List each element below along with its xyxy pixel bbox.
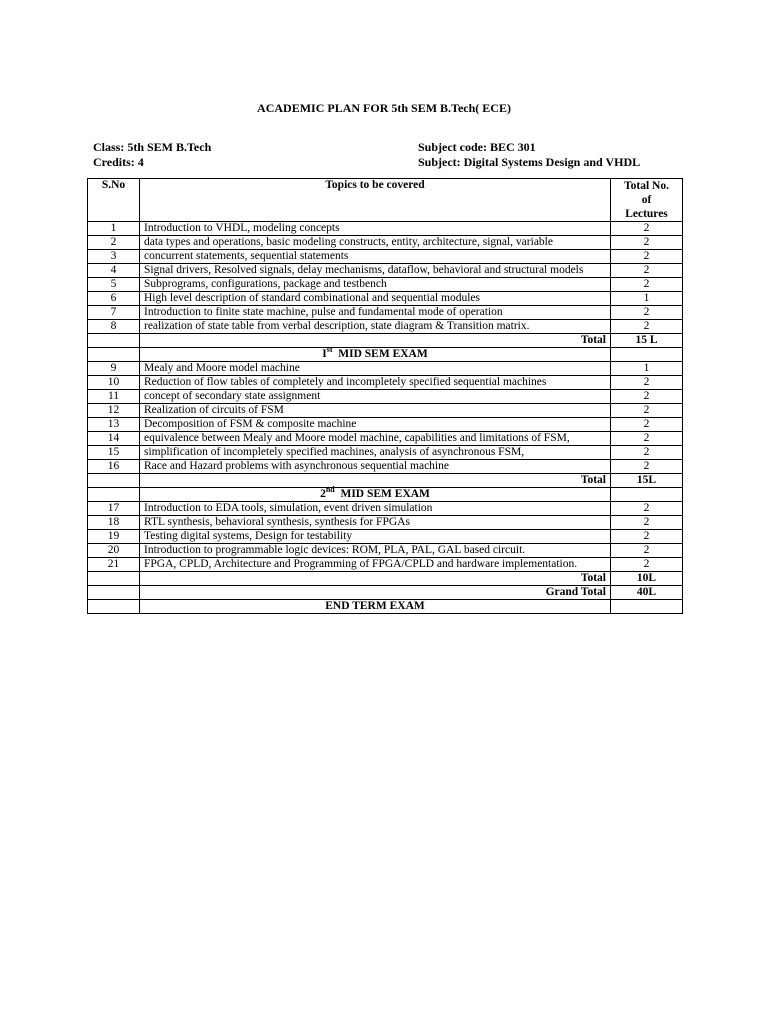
table-row: [88, 278, 683, 292]
empty-cell: [88, 586, 140, 600]
row-lectures: 2: [611, 530, 683, 544]
empty-cell: [88, 600, 140, 614]
row-topic: FPGA, CPLD, Architecture and Programming of FPGA/CPLD and hardware implementation.: [140, 558, 611, 572]
empty-cell: [611, 600, 683, 614]
row-lectures: 2: [611, 558, 683, 572]
row-lectures: 2: [611, 320, 683, 334]
table-header-row: [88, 179, 683, 222]
row-lectures: 2: [611, 376, 683, 390]
table-row: [88, 544, 683, 558]
table-body: [88, 222, 683, 614]
mid-sem-exam-1: [88, 348, 683, 362]
header-sno: S.No: [88, 179, 140, 222]
class-info: [93, 140, 211, 170]
row-topic: concurrent statements, sequential statements: [140, 250, 611, 264]
exam-ordinal: 2: [320, 488, 326, 500]
row-topic: Introduction to VHDL, modeling concepts: [140, 222, 611, 236]
total-row-1-label: Total: [140, 334, 611, 348]
exam-ordinal-suffix: nd: [325, 485, 335, 495]
row-sno: 12: [88, 404, 140, 418]
total-row-3: [88, 572, 683, 586]
row-sno: 2: [88, 236, 140, 250]
exam-title: MID SEM EXAM: [332, 348, 428, 360]
mid-sem-exam-2: [88, 488, 683, 502]
row-lectures: 2: [611, 418, 683, 432]
header-topics: Topics to be covered: [140, 179, 611, 222]
end-term-exam-label: END TERM EXAM: [140, 600, 611, 614]
row-lectures: 1: [611, 362, 683, 376]
total-row-1: [88, 334, 683, 348]
row-topic: Subprograms, configurations, package and testbench: [140, 278, 611, 292]
exam-title: MID SEM EXAM: [334, 488, 430, 500]
table-row: [88, 446, 683, 460]
row-sno: 16: [88, 460, 140, 474]
empty-cell: [88, 348, 140, 362]
row-topic: Introduction to finite state machine, pulse and fundamental mode of operation: [140, 306, 611, 320]
class-label: Class: 5th SEM B.Tech: [93, 140, 212, 154]
row-topic: realization of state table from verbal description, state diagram & Transition matrix.: [140, 320, 611, 334]
row-sno: 18: [88, 516, 140, 530]
row-sno: 14: [88, 432, 140, 446]
table-row: [88, 264, 683, 278]
row-lectures: 2: [611, 516, 683, 530]
empty-cell: [88, 572, 140, 586]
row-lectures: 2: [611, 264, 683, 278]
credits-label: Credits: 4: [93, 155, 144, 169]
total-row-2-value: 15L: [611, 474, 683, 488]
row-topic: equivalence between Mealy and Moore model machine, capabilities and limitations of FSM,: [140, 432, 611, 446]
row-sno: 20: [88, 544, 140, 558]
exam-ordinal: I: [322, 348, 327, 360]
table-row: [88, 516, 683, 530]
table-row: [88, 376, 683, 390]
exam-ordinal-suffix: st: [326, 345, 333, 355]
table-row: [88, 250, 683, 264]
row-topic: Mealy and Moore model machine: [140, 362, 611, 376]
total-row-1-value: 15 L: [611, 334, 683, 348]
row-lectures: 2: [611, 222, 683, 236]
row-topic: Introduction to EDA tools, simulation, event driven simulation: [140, 502, 611, 516]
academic-plan-table: [87, 178, 683, 614]
row-lectures: 2: [611, 306, 683, 320]
row-topic: simplification of incompletely specified machines, analysis of asynchronous FSM,: [140, 446, 611, 460]
row-sno: 7: [88, 306, 140, 320]
row-lectures: 2: [611, 502, 683, 516]
header-lectures: [611, 179, 683, 222]
row-lectures: 2: [611, 432, 683, 446]
table-row: [88, 292, 683, 306]
subject-code-label: Subject code: BEC 301: [418, 140, 536, 154]
table-row: [88, 418, 683, 432]
table-row: [88, 502, 683, 516]
grand-total-row-label: Grand Total: [140, 586, 611, 600]
row-topic: Decomposition of FSM & composite machine: [140, 418, 611, 432]
table-row: [88, 320, 683, 334]
table-row: [88, 460, 683, 474]
row-sno: 11: [88, 390, 140, 404]
row-sno: 21: [88, 558, 140, 572]
total-row-3-value: 10L: [611, 572, 683, 586]
table-row: [88, 432, 683, 446]
grand-total-row: [88, 586, 683, 600]
header-lectures-line1: Total No.: [624, 180, 669, 192]
total-row-3-label: Total: [140, 572, 611, 586]
row-lectures: 2: [611, 390, 683, 404]
row-sno: 10: [88, 376, 140, 390]
row-topic: Signal drivers, Resolved signals, delay mechanisms, dataflow, behavioral and structural models: [140, 264, 611, 278]
table-row: [88, 362, 683, 376]
row-sno: 4: [88, 264, 140, 278]
row-topic: Reduction of flow tables of completely and incompletely specified sequential machines: [140, 376, 611, 390]
total-row-2: [88, 474, 683, 488]
empty-cell: [88, 334, 140, 348]
row-lectures: 1: [611, 292, 683, 306]
table-row: [88, 404, 683, 418]
row-topic: Race and Hazard problems with asynchronous sequential machine: [140, 460, 611, 474]
empty-cell: [611, 488, 683, 502]
row-lectures: 2: [611, 404, 683, 418]
row-lectures: 2: [611, 544, 683, 558]
row-topic: concept of secondary state assignment: [140, 390, 611, 404]
empty-cell: [611, 348, 683, 362]
row-sno: 19: [88, 530, 140, 544]
row-topic: RTL synthesis, behavioral synthesis, synthesis for FPGAs: [140, 516, 611, 530]
row-sno: 15: [88, 446, 140, 460]
empty-cell: [88, 474, 140, 488]
row-lectures: 2: [611, 460, 683, 474]
mid-sem-exam-1-label: [140, 345, 611, 362]
row-lectures: 2: [611, 236, 683, 250]
row-sno: 1: [88, 222, 140, 236]
total-row-2-label: Total: [140, 474, 611, 488]
row-topic: Realization of circuits of FSM: [140, 404, 611, 418]
row-topic: data types and operations, basic modeling constructs, entity, architecture, signal, variable: [140, 236, 611, 250]
row-lectures: 2: [611, 278, 683, 292]
grand-total-row-value: 40L: [611, 586, 683, 600]
table-row: [88, 306, 683, 320]
row-topic: High level description of standard combinational and sequential modules: [140, 292, 611, 306]
row-sno: 6: [88, 292, 140, 306]
end-term-exam-row: [88, 600, 683, 614]
row-topic: Testing digital systems, Design for testability: [140, 530, 611, 544]
row-sno: 5: [88, 278, 140, 292]
table-row: [88, 558, 683, 572]
row-lectures: 2: [611, 446, 683, 460]
row-sno: 3: [88, 250, 140, 264]
header-lectures-line3: Lectures: [625, 208, 668, 220]
row-sno: 13: [88, 418, 140, 432]
row-sno: 9: [88, 362, 140, 376]
header-lectures-line2: of: [641, 194, 652, 206]
subject-label: Subject: Digital Systems Design and VHDL: [418, 155, 641, 169]
table-row: [88, 222, 683, 236]
row-lectures: 2: [611, 250, 683, 264]
mid-sem-exam-2-label: [140, 485, 611, 502]
empty-cell: [88, 488, 140, 502]
table-row: [88, 530, 683, 544]
row-topic: Introduction to programmable logic devices: ROM, PLA, PAL, GAL based circuit.: [140, 544, 611, 558]
table-row: [88, 236, 683, 250]
table-row: [88, 390, 683, 404]
row-sno: 17: [88, 502, 140, 516]
row-sno: 8: [88, 320, 140, 334]
page-title: ACADEMIC PLAN FOR 5th SEM B.Tech( ECE): [257, 101, 511, 115]
subject-info: [418, 140, 640, 170]
